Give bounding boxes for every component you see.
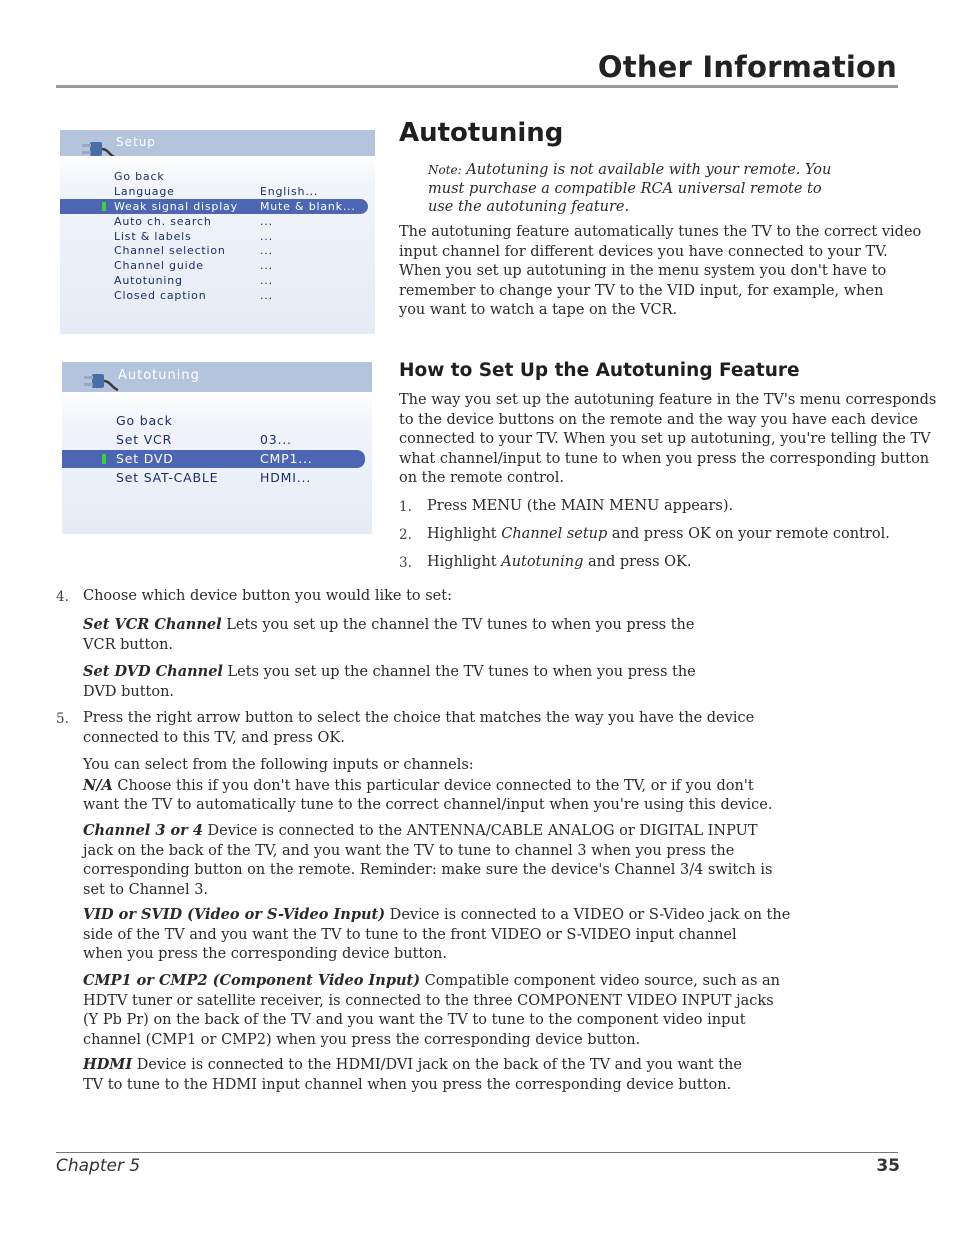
step-number: 5. — [56, 711, 69, 727]
menu-item: Set VCR 03... — [116, 432, 292, 447]
step-5-text: Press the right arrow button to select the choice that matches the way you have the device connected to this TV, and press OK. — [83, 710, 755, 746]
page-number: 35 — [876, 1156, 900, 1176]
paragraph-line: connected to your TV. When you set up autotuning, you're telling the TV — [399, 431, 931, 447]
step-number: 3. — [399, 555, 412, 571]
paragraph-line: The autotuning feature automatically tunes the TV to the correct video — [399, 224, 922, 240]
autotuning-menu-title: Autotuning — [118, 368, 200, 383]
paragraph-line: When you set up autotuning in the menu system you don't have to — [399, 263, 887, 279]
paragraph-line: input channel for different devices you have connected to your TV. — [399, 243, 888, 260]
menu-item: Go back — [114, 170, 165, 183]
menu-item-highlighted: Set DVD CMP1... — [62, 450, 365, 468]
selection-marker-icon — [102, 454, 106, 464]
term: HDMI — [83, 1056, 133, 1073]
selection-marker-icon — [102, 202, 106, 211]
paragraph-line: on the remote control. — [399, 470, 564, 486]
paragraph-line: what channel/input to tune to when you press the corresponding button — [399, 450, 930, 467]
menu-item-highlighted: Weak signal display Mute & blank... — [60, 199, 368, 214]
channel-3-4-description: Channel 3 or 4 Device is connected to the ANTENNA/CABLE ANALOG or DIGITAL INPUT jack on the back of the TV, and you want the TV to tune to channel 3 when you press the corresponding button on the remote. Reminder: make sure the device's Channel 3/4 switch is set to Channel 3. — [83, 822, 773, 898]
setup-menu-title: Setup — [116, 135, 156, 149]
term: Channel 3 or 4 — [83, 822, 203, 839]
vid-svid-description: VID or SVID (Video or S-Video Input) Device is connected to a VIDEO or S-Video jack on the side of the TV and you want the TV to tune to the front VIDEO or S-VIDEO input channel when you press the corresponding device button. — [83, 906, 791, 962]
setup-menu-screenshot — [60, 130, 375, 334]
paragraph-line: remember to change your TV to the VID input, for example, when — [399, 282, 884, 299]
menu-item: Channel selection ... — [114, 244, 273, 257]
step-number: 1. — [399, 499, 412, 515]
step-number: 2. — [399, 527, 412, 543]
setup-menu-title-bar — [60, 130, 375, 156]
menu-item: Channel guide ... — [114, 259, 273, 272]
term: VID or SVID (Video or S-Video Input) — [83, 906, 386, 923]
section2-paragraph — [399, 391, 936, 489]
term: Set VCR Channel — [83, 616, 222, 633]
hdmi-description: HDMI Device is connected to the HDMI/DVI jack on the back of the TV and you want the TV to tune to the HDMI input channel when you press the corresponding device button. — [83, 1056, 742, 1093]
page-header-title: Other Information — [597, 50, 897, 84]
footer-rule — [56, 1152, 898, 1153]
footer-chapter: Chapter 5 — [56, 1156, 141, 1176]
menu-item: List & labels ... — [114, 230, 273, 243]
paragraph-line: to the device buttons on the remote and the way you have each device — [399, 411, 918, 428]
term: Set DVD Channel — [83, 663, 223, 680]
note-body: Autotuning is not available with your remote. You must purchase a compatible RCA universal remote to use the autotuning feature. — [428, 162, 832, 216]
step-number: 4. — [56, 589, 69, 605]
dvd-channel-description: Set DVD Channel Lets you set up the channel the TV tunes to when you press the DVD button. — [83, 663, 696, 700]
step-2-text: Highlight Channel setup and press OK on your remote control. — [427, 526, 890, 542]
menu-item: Go back — [116, 413, 173, 428]
vcr-channel-description: Set VCR Channel Lets you set up the channel the TV tunes to when you press the VCR button. — [83, 616, 695, 653]
autotuning-menu-title-bar — [62, 362, 372, 392]
menu-item: Closed caption ... — [114, 289, 273, 302]
menu-item: Set SAT-CABLE HDMI... — [116, 470, 312, 485]
note-text — [428, 161, 848, 217]
note-label: Note: — [428, 163, 462, 177]
step-1-text: Press MENU (the MAIN MENU appears). — [427, 498, 734, 514]
menu-item: Auto ch. search ... — [114, 215, 273, 228]
setup-menu-body — [60, 156, 375, 334]
step-4-text: Choose which device button you would like to set: — [83, 588, 452, 604]
section1-paragraph — [399, 223, 921, 321]
cmp-description: CMP1 or CMP2 (Component Video Input) Compatible component video source, such as an HDTV tuner or satellite receiver, is connected to the three COMPONENT VIDEO INPUT jacks (Y Pb Pr) on the back of the TV and you want the TV to tune to the component video input channel (CMP1 or CMP2) when you press the corresponding device button. — [83, 972, 780, 1048]
section-heading-setup: How to Set Up the Autotuning Feature — [399, 360, 800, 381]
paragraph-line: The way you set up the autotuning feature in the TV's menu corresponds — [399, 392, 937, 408]
paragraph-line: you want to watch a tape on the VCR. — [399, 302, 678, 318]
menu-item: Autotuning ... — [114, 274, 273, 287]
menu-item: Language English... — [114, 185, 319, 198]
section-heading-autotuning: Autotuning — [399, 118, 564, 148]
header-rule — [56, 85, 898, 88]
term: N/A — [83, 776, 113, 794]
autotuning-menu-body — [62, 392, 372, 534]
term: CMP1 or CMP2 (Component Video Input) — [83, 972, 421, 989]
step-3-text: Highlight Autotuning and press OK. — [427, 554, 692, 570]
autotuning-menu-screenshot — [62, 362, 372, 534]
na-option-description: You can select from the following inputs or channels: N/A Choose this if you don't have this particular device connected to the TV, or if you don't want the TV to automatically tune to the correct channel/input when you're using this device. — [83, 757, 773, 813]
